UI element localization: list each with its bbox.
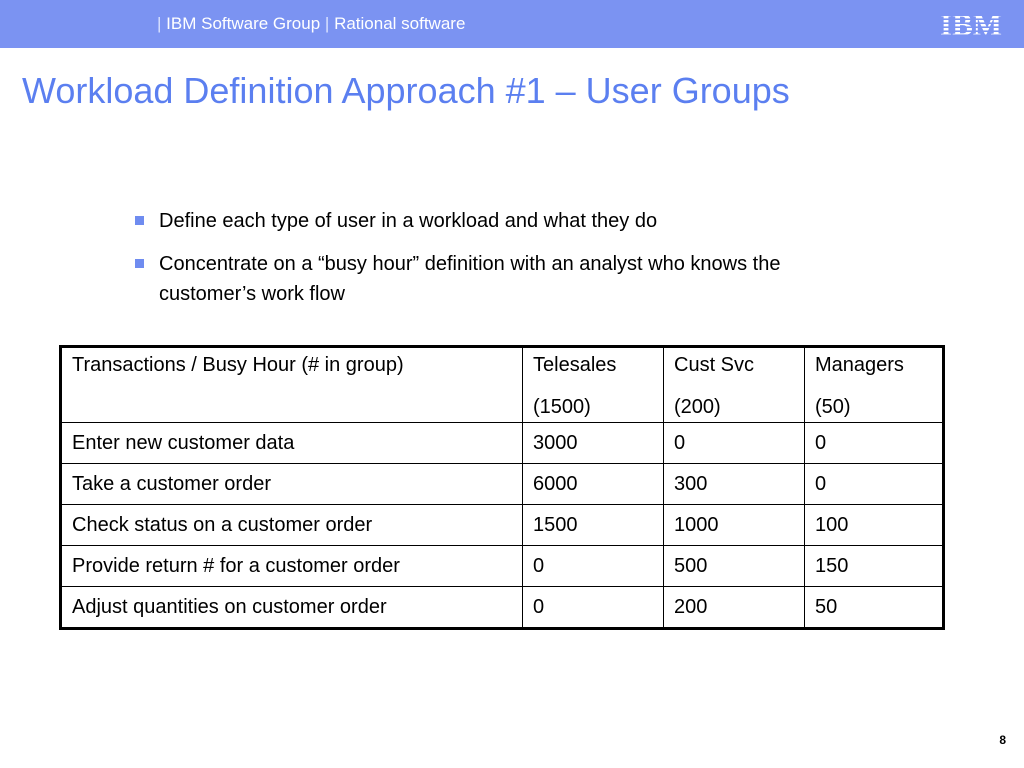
table-cell: 1500 (523, 505, 664, 546)
header-cell-cust-svc (664, 347, 805, 423)
header-text (157, 10, 465, 38)
table-cell: 500 (664, 546, 805, 587)
workload-table (59, 345, 945, 630)
header-bar (0, 0, 1024, 48)
table-row (61, 546, 944, 587)
bullet-item (134, 249, 854, 309)
table-row (61, 464, 944, 505)
table-cell: 100 (805, 505, 944, 546)
header-separator-2: | (324, 14, 330, 33)
header-cell-managers (805, 347, 944, 423)
table-row (61, 505, 944, 546)
table-row (61, 423, 944, 464)
table-cell: 150 (805, 546, 944, 587)
table-cell: Adjust quantities on customer order (61, 587, 523, 629)
bullet-text: Concentrate on a “busy hour” definition with an analyst who knows the customer’s work flow (159, 253, 781, 305)
table-row (61, 587, 944, 629)
slide-title: Workload Definition Approach #1 – User Groups (22, 70, 790, 111)
table-cell: 0 (664, 423, 805, 464)
header-group: IBM Software Group (166, 14, 321, 33)
table-cell: 3000 (523, 423, 664, 464)
bullet-list (134, 206, 854, 322)
header-cell-telesales (523, 347, 664, 423)
page-number: 8 (999, 733, 1006, 747)
header-name: Cust Svc (674, 354, 755, 376)
header-cell-transactions (61, 347, 523, 423)
table-cell: 300 (664, 464, 805, 505)
table-cell: 6000 (523, 464, 664, 505)
square-bullet-icon (135, 216, 144, 225)
header-count: (1500) (533, 396, 591, 418)
bullet-text: Define each type of user in a workload and what they do (159, 210, 658, 232)
table-cell: 0 (805, 464, 944, 505)
header-name: Managers (815, 354, 904, 376)
table-cell: Take a customer order (61, 464, 523, 505)
table-cell: Check status on a customer order (61, 505, 523, 546)
bullet-item (134, 206, 854, 236)
table-cell: 1000 (664, 505, 805, 546)
table-cell: 0 (523, 587, 664, 629)
ibm-logo-text: IBM (940, 8, 1002, 40)
header-name: Transactions / Busy Hour (# in group) (72, 354, 404, 376)
square-bullet-icon (135, 259, 144, 268)
header-product: Rational software (334, 14, 466, 33)
table-cell: 0 (805, 423, 944, 464)
header-count: (200) (674, 396, 721, 418)
table-cell: 200 (664, 587, 805, 629)
table-cell: 50 (805, 587, 944, 629)
header-name: Telesales (533, 354, 617, 376)
table-cell: 0 (523, 546, 664, 587)
table-cell: Enter new customer data (61, 423, 523, 464)
table-header-row (61, 347, 944, 423)
table-cell: Provide return # for a customer order (61, 546, 523, 587)
header-separator: | (157, 14, 162, 33)
header-count: (50) (815, 396, 851, 418)
ibm-logo (936, 8, 1006, 40)
